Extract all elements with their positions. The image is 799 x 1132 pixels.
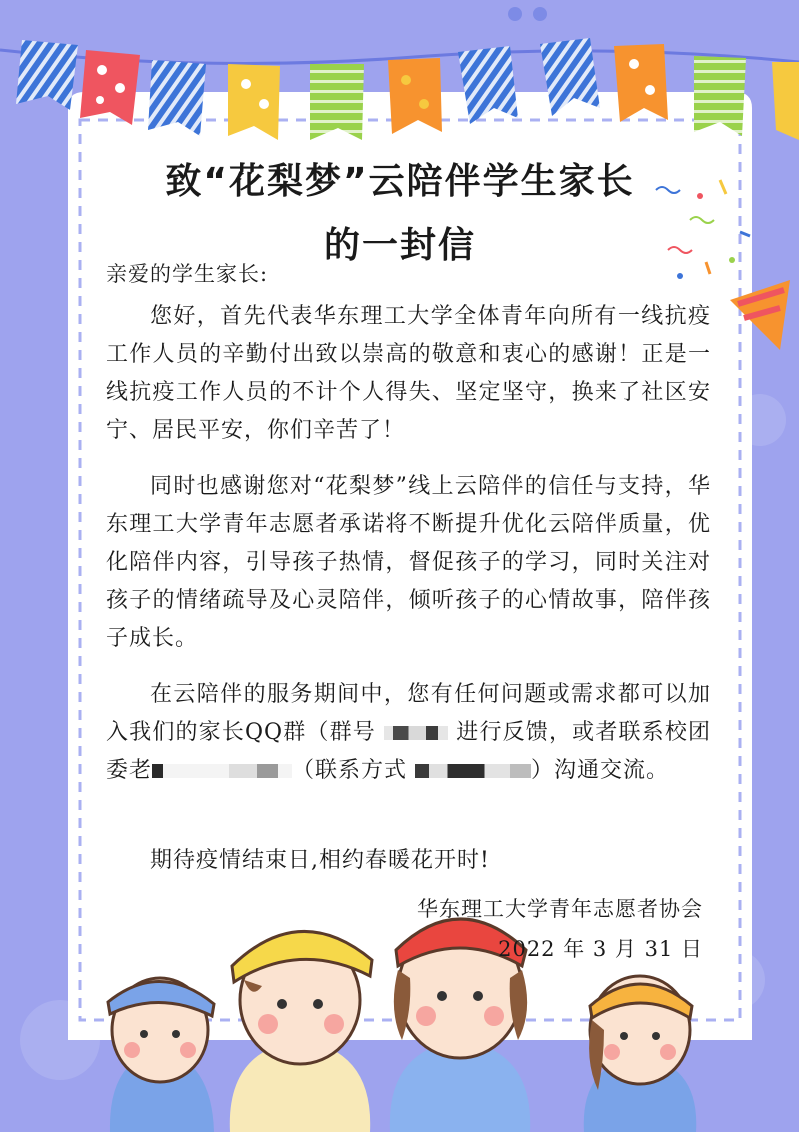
paragraph-contact [106, 676, 711, 790]
paragraph-wish: 期待疫情结束日,相约春暖花开时! [150, 848, 490, 873]
signature-organization: 华东理工大学青年志愿者协会 [417, 897, 703, 921]
redacted-teacher-name [152, 764, 292, 778]
contact-text-b: 进行反馈，或者联系校团委老 [106, 720, 711, 783]
contact-text-d: ）沟通交流。 [531, 758, 670, 783]
paragraph-thanks: 您好，首先代表华东理工大学全体青年向所有一线抗疫工作人员的辛勤付出致以崇高的敬意和衷心的感谢！正是一线抗疫工作人员的不计个人得失、坚定坚守，换来了社区安宁、居民平安，你们辛苦了！ [106, 304, 711, 443]
letter-title-line2: 的一封信 [323, 225, 476, 266]
redacted-qq-number [384, 726, 448, 740]
paragraph-commitment: 同时也感谢您对“花梨梦”线上云陪伴的信任与支持，华东理工大学青年志愿者承诺将不断提升优化云陪伴质量，优化陪伴内容，引导孩子热情，督促孩子的学习，同时关注对孩子的情绪疏导及心灵陪伴，倾听孩子的心情故事，陪伴孩子成长。 [106, 474, 711, 651]
signature-date: 2022 年 3 月 31 日 [498, 937, 703, 961]
letter-title-line1: 致“花梨梦”云陪伴学生家长 [165, 161, 635, 202]
contact-text-c: （联系方式 [292, 758, 408, 783]
redacted-contact-info [415, 764, 531, 778]
contact-text-a: 在云陪伴的服务期间中，您有任何问题或需求都可以加入我们的家长QQ群（群号 [106, 682, 711, 745]
salutation: 亲爱的学生家长: [106, 262, 269, 286]
